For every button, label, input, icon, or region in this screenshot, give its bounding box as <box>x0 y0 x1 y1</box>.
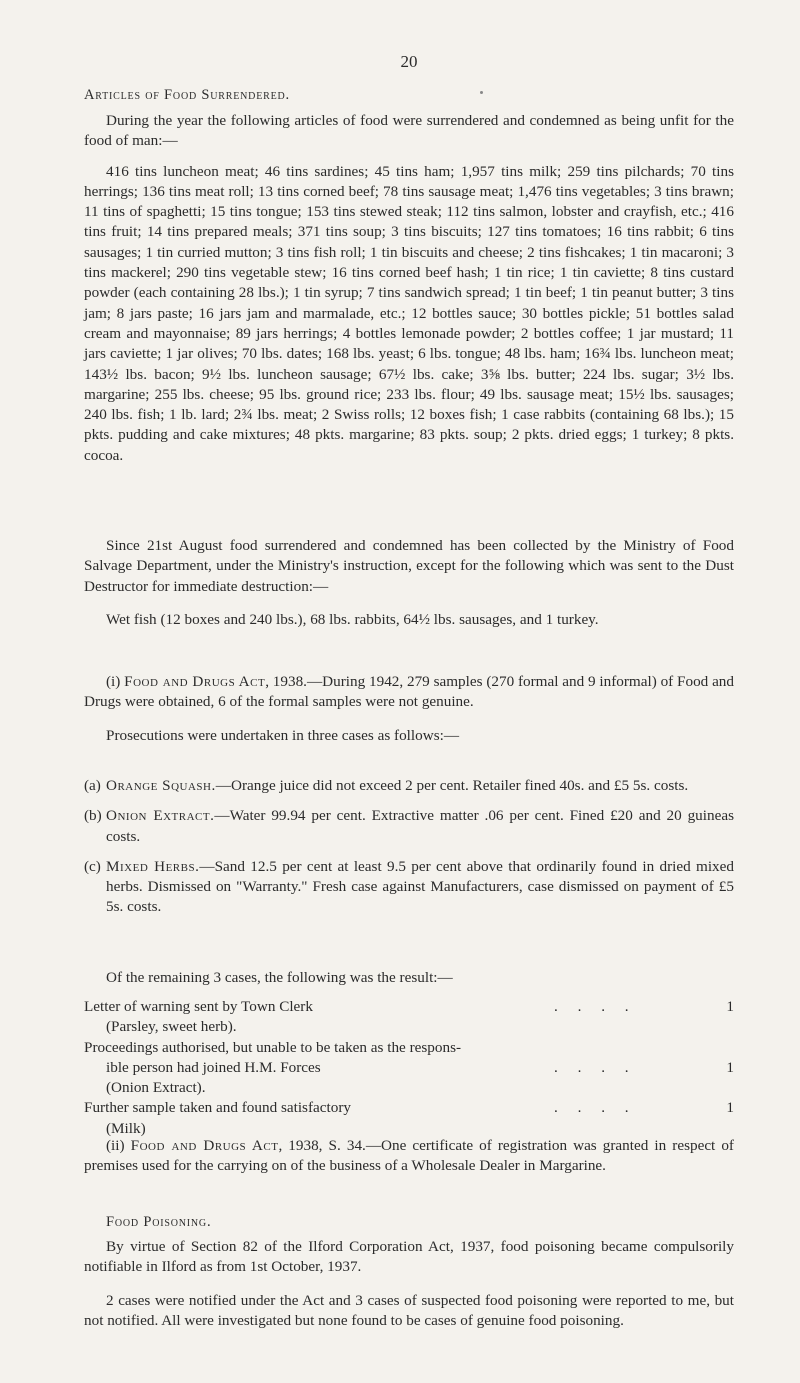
food-drugs-ii-paragraph <box>84 1136 734 1177</box>
result-note: (Parsley, sweet herb). <box>106 1018 237 1036</box>
leader-dots: . . . . <box>554 1058 637 1076</box>
case-text <box>106 806 734 847</box>
result-text: Letter of warning sent by Town Clerk <box>84 998 313 1015</box>
cases-list <box>84 776 734 928</box>
case-title: Orange Squash. <box>106 777 216 794</box>
case-body: —Orange juice did not exceed 2 per cent. Retailer fined 40s. and £5 5s. costs. <box>215 777 689 794</box>
speck-mark <box>480 91 483 94</box>
case-item <box>84 776 734 796</box>
remaining-intro: Of the remaining 3 cases, the following was the result:— <box>106 969 453 986</box>
food-drugs-ii-text: , 1938, S. 34.—One certificate of registration was granted in respect of premises used for the carrying on of the business of a Wholesale Dealer in Margarine. <box>84 1137 734 1175</box>
food-drugs-i-section <box>84 672 734 746</box>
case-body: —Sand 12.5 per cent at least 9.5 per cent above that ordinarily found in dried mixed herbs. Dismissed on "Warranty." Fresh case against Manufacturers, case dismissed on payment of £5 5s. costs. <box>106 857 734 916</box>
result-note: (Milk) <box>106 1119 146 1137</box>
result-text: Further sample taken and found satisfactory <box>84 1099 351 1117</box>
leader-dots: . . . . <box>554 1099 637 1117</box>
food-drugs-ii-title: Food and Drugs Act <box>130 1137 279 1154</box>
case-title: Mixed Herbs. <box>106 857 200 875</box>
results-list <box>84 997 734 1139</box>
case-item <box>84 806 734 847</box>
food-drugs-i-paragraph <box>84 672 734 713</box>
leader-dots: . . . . <box>554 998 637 1015</box>
poisoning-paragraph-1: By virtue of Section 82 of the Ilford Corporation Act, 1937, food poisoning became compulsorily notifiable in Ilford as from 1st October, 1937. <box>84 1238 734 1276</box>
articles-heading: Articles of Food Surrendered. <box>84 87 290 103</box>
result-item <box>84 1038 734 1099</box>
result-text-cont: ible person had joined H.M. Forces <box>106 1058 321 1076</box>
result-count: 1 <box>726 1058 734 1076</box>
since-section <box>84 536 734 630</box>
food-drugs-i-title: Food and Drugs Act <box>124 673 266 690</box>
prosecutions-intro: Prosecutions were undertaken in three cases as follows:— <box>106 726 460 744</box>
case-label: (a) <box>84 777 101 794</box>
page-number: 20 <box>400 52 418 71</box>
food-drugs-ii-prefix: (ii) <box>106 1137 131 1154</box>
remaining-intro-block <box>84 968 734 988</box>
case-text <box>106 776 734 796</box>
wet-fish-paragraph: Wet fish (12 boxes and 240 lbs.), 68 lbs. rabbits, 64½ lbs. sausages, and 1 turkey. <box>106 610 599 628</box>
result-text: Proceedings authorised, but unable to be taken as the respons- <box>84 1038 462 1056</box>
case-label: (b) <box>84 807 102 825</box>
articles-list: 416 tins luncheon meat; 46 tins sardines; 45 tins ham; 1,957 tins milk; 259 tins pilchards; 70 tins herrings; 136 tins meat roll; 13 tins corned beef; 78 tins sausage meat; 1,476 tins vegetables; 3 tins brawn; 11 tins of spaghetti; 15 tins tongue; 153 tins stewed steak; 112 tins salmon, lobster and crayfish, etc.; 416 tins fruit; 14 tins prepared meals; 371 tins soup; 3 tins biscuits; 127 tins tomatoes; 16 tins rabbit; 6 tins sausages; 1 tin curried mutton; 3 tins fish roll; 1 tin biscuits and cheese; 2 tins fishcakes; 1 tin macaroni; 3 tins mackerel; 290 tins vegetable stew; 16 tins corned beef hash; 1 tin rice; 1 tin caviette; 8 tins custard powder (each containing 28 lbs.); 1 tin syrup; 7 tins sandwich spread; 1 tin beef; 1 tin peanut butter; 3 tins jam; 8 jars paste; 16 jars jam and marmalade, etc.; 12 bottles sauce; 30 bottles pickle; 51 bottles salad cream and mayonnaise; 89 jars herrings; 4 bottles lemonade powder; 2 bottles coffee; 1 jar mustard; 11 jars caviette; 1 jar olives; 70 lbs. dates; 168 lbs. yeast; 6 lbs. tongue; 48 lbs. ham; 16¾ lbs. luncheon meat; 143½ lbs. bacon; 9½ lbs. luncheon sausage; 67½ lbs. cake; 3⅝ lbs. butter; 224 lbs. sugar; 3½ lbs. margarine; 255 lbs. cheese; 95 lbs. ground rice; 233 lbs. flour; 49 lbs. sausage meat; 15½ lbs. sausages; 240 lbs. fish; 1 lb. lard; 2¾ lbs. meat; 2 Swiss rolls; 12 boxes fish; 1 case rabbits (containing 68 lbs.); 15 pkts. pudding and cake mixtures; 48 pkts. margarine; 83 pkts. soup; 2 pkts. dried eggs; 1 turkey; 8 pkts. cocoa. <box>84 162 734 464</box>
result-count: 1 <box>726 1099 734 1117</box>
food-drugs-i-prefix: (i) <box>106 673 125 690</box>
poisoning-paragraph-2: 2 cases were notified under the Act and 3 cases of suspected food poisoning were reported to me, but not notified. All were investigated but none found to be cases of genuine food poisoning. <box>84 1291 734 1329</box>
food-drugs-ii-section <box>84 1136 734 1177</box>
case-title: Onion Extract. <box>106 807 215 825</box>
articles-section <box>84 111 734 466</box>
case-text <box>106 857 734 918</box>
since-paragraph: Since 21st August food surrendered and condemned has been collected by the Ministry of Food Salvage Department, under the Ministry's instruction, except for the following which was sent to the Dust Destructor for immediate destruction:— <box>84 537 734 595</box>
result-note: (Onion Extract). <box>106 1079 206 1097</box>
case-body: —Water 99.94 per cent. Extractive matter .06 per cent. Fined £20 and 20 guineas costs. <box>106 807 734 845</box>
case-label: (c) <box>84 857 101 875</box>
result-item <box>84 997 734 1038</box>
food-drugs-i-text: , 1938.—During 1942, 279 samples (270 formal and 9 informal) of Food and Drugs were obtained, 6 of the formal samples were not genuine. <box>84 673 734 711</box>
case-item <box>84 857 734 918</box>
articles-intro: During the year the following articles of food were surrendered and condemned as being unfit for the food of man:— <box>84 112 734 150</box>
result-item <box>84 1098 734 1139</box>
poisoning-heading: Food Poisoning. <box>106 1214 212 1230</box>
result-count: 1 <box>726 998 734 1015</box>
poisoning-section <box>84 1237 734 1331</box>
